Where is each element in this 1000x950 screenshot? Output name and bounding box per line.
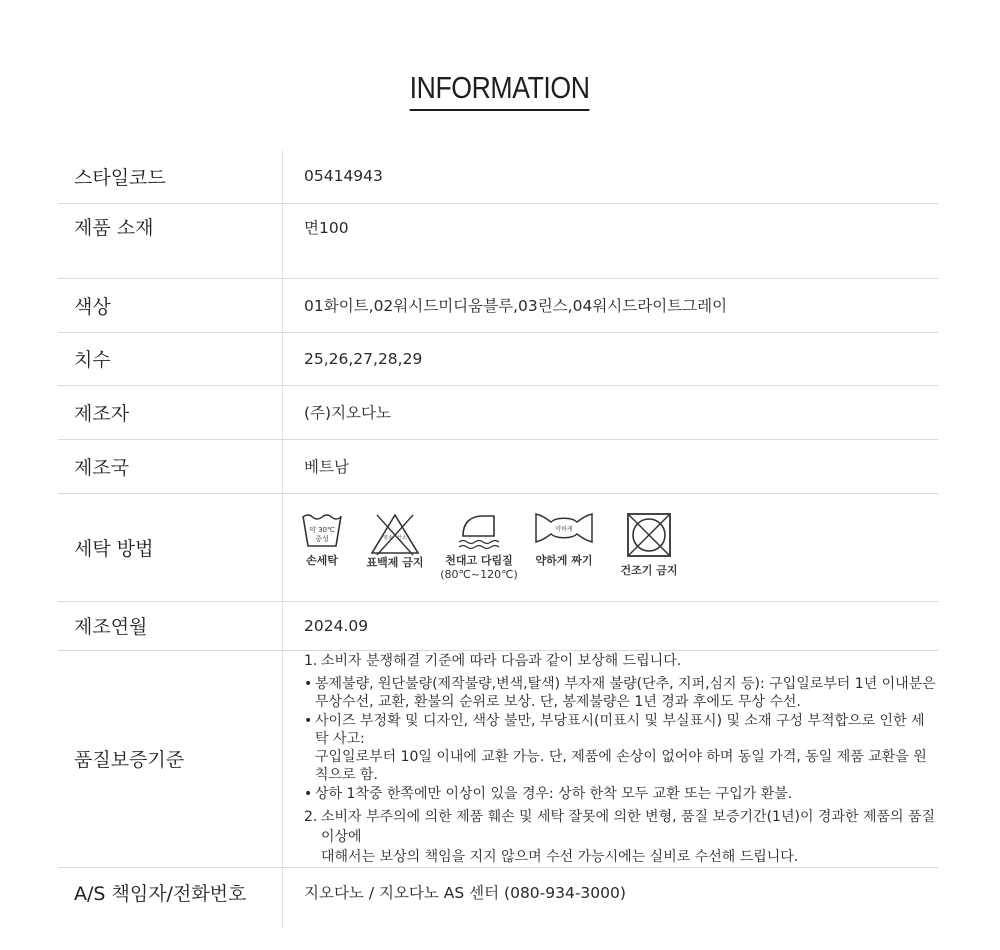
page-title: INFORMATION — [410, 68, 590, 111]
row-size — [58, 332, 938, 385]
value-washing — [283, 493, 939, 601]
label-quality: 품질보증기준 — [58, 650, 283, 867]
info-table — [58, 150, 938, 929]
value-as-text: 지오다노 / 지오다노 AS 센터 (080-934-3000) — [304, 884, 626, 903]
quality-item-2-num: 2. — [304, 808, 318, 825]
value-manufacturer: (주)지오다노 — [283, 385, 939, 439]
value-color: 01화이트,02워시드미디움블루,03린스,04워시드라이트그레이 — [283, 278, 939, 332]
no-bleach-caption: 표백제 금지 — [366, 556, 424, 569]
row-color — [58, 278, 938, 332]
quality-item-2-text: 소비자 부주의에 의한 제품 훼손 및 세탁 잘못에 의한 변형, 품질 보증기간(1년)이 경과한 제품의 품질이상에 대해서는 보상의 책임을 지지 않으며 수선 가능시에는 실비로 수선해 드립니다. — [321, 808, 936, 865]
row-style-code — [58, 150, 938, 203]
gentle-wring-text: 약하게 — [555, 526, 573, 533]
iron-caption-main: 천대고 다림질 — [445, 554, 513, 567]
no-dryer-icon — [626, 512, 672, 558]
row-washing — [58, 493, 938, 601]
quality-bullet: • 봉제불량, 원단불량(제작불량,변색,탈색) 부자재 불량(단추, 지퍼,심지 등): 구입일로부터 1년 이내분은 무상수선, 교환, 환불의 순위로 보상. 단, 봉제불량은 1년 경과 후에도 무상 수선. — [304, 675, 938, 711]
label-washing: 세탁 방법 — [58, 493, 283, 601]
quality-bullet: • 사이즈 부정확 및 디자인, 색상 불만, 부당표시(미표시 및 부실표시) 및 소재 구성 부적합으로 인한 세탁 사고: 구입일로부터 10일 이내에 교환 가능. 단, 제품에 손상이 없어야 하며 동일 가격, 동일 제품 교환을 원칙으로 함. — [304, 712, 938, 784]
label-date: 제조연월 — [58, 601, 283, 650]
label-as-text: A/S 책임자/전화번호 — [74, 882, 247, 905]
label-manufacturer: 제조자 — [58, 385, 283, 439]
wash-item-no-bleach — [365, 512, 425, 570]
iron-caption-temp: (80℃~120℃) — [440, 568, 518, 581]
label-material-text: 제품 소재 — [74, 217, 154, 239]
row-country — [58, 439, 938, 493]
quality-item-1-text: 소비자 분쟁해결 기준에 따라 다음과 같이 보상해 드립니다. — [321, 652, 682, 669]
value-size: 25,26,27,28,29 — [283, 332, 939, 385]
label-color: 색상 — [58, 278, 283, 332]
row-manufacturer — [58, 385, 938, 439]
gentle-wring-icon — [534, 512, 594, 544]
wash-symbols — [304, 512, 938, 582]
label-as — [58, 867, 283, 929]
wash-item-no-dryer — [619, 512, 679, 578]
iron-caption — [440, 554, 518, 582]
wash-item-iron — [441, 512, 517, 582]
value-as — [283, 867, 939, 929]
row-material — [58, 203, 938, 278]
value-material — [283, 203, 939, 278]
value-quality — [283, 650, 939, 867]
wash-item-hand-wash — [300, 512, 344, 568]
no-bleach-chlorine: 염소 — [383, 535, 393, 541]
no-dryer-caption: 건조기 금지 — [620, 564, 678, 577]
value-material-text: 면100 — [304, 218, 349, 237]
wash-item-gentle-wring — [533, 512, 595, 568]
row-date — [58, 601, 938, 650]
hand-wash-icon — [301, 512, 343, 550]
quality-item-1-num: 1. — [304, 652, 318, 669]
title-wrap — [0, 68, 1000, 111]
quality-bullets — [304, 675, 938, 803]
no-bleach-oxygen: 산소 — [397, 535, 407, 541]
value-style-code: 05414943 — [283, 150, 939, 203]
value-country: 베트남 — [283, 439, 939, 493]
no-bleach-icon — [369, 512, 421, 556]
row-as — [58, 867, 938, 929]
hand-wash-caption: 손세탁 — [306, 554, 338, 567]
iron-icon — [457, 512, 501, 550]
label-size: 치수 — [58, 332, 283, 385]
quality-item-1 — [304, 651, 938, 671]
hand-wash-temp: 약 30℃ — [309, 526, 335, 534]
label-country: 제조국 — [58, 439, 283, 493]
value-date: 2024.09 — [283, 601, 939, 650]
gentle-wring-caption: 약하게 짜기 — [535, 554, 593, 567]
quality-bullet: • 상하 1착중 한쪽에만 이상이 있을 경우: 상하 한착 모두 교환 또는 구입가 환불. — [304, 785, 938, 803]
hand-wash-neutral: 중성 — [315, 535, 329, 543]
label-material — [58, 203, 283, 278]
quality-item-2 — [304, 807, 938, 867]
label-style-code: 스타일코드 — [58, 150, 283, 203]
row-quality — [58, 650, 938, 867]
